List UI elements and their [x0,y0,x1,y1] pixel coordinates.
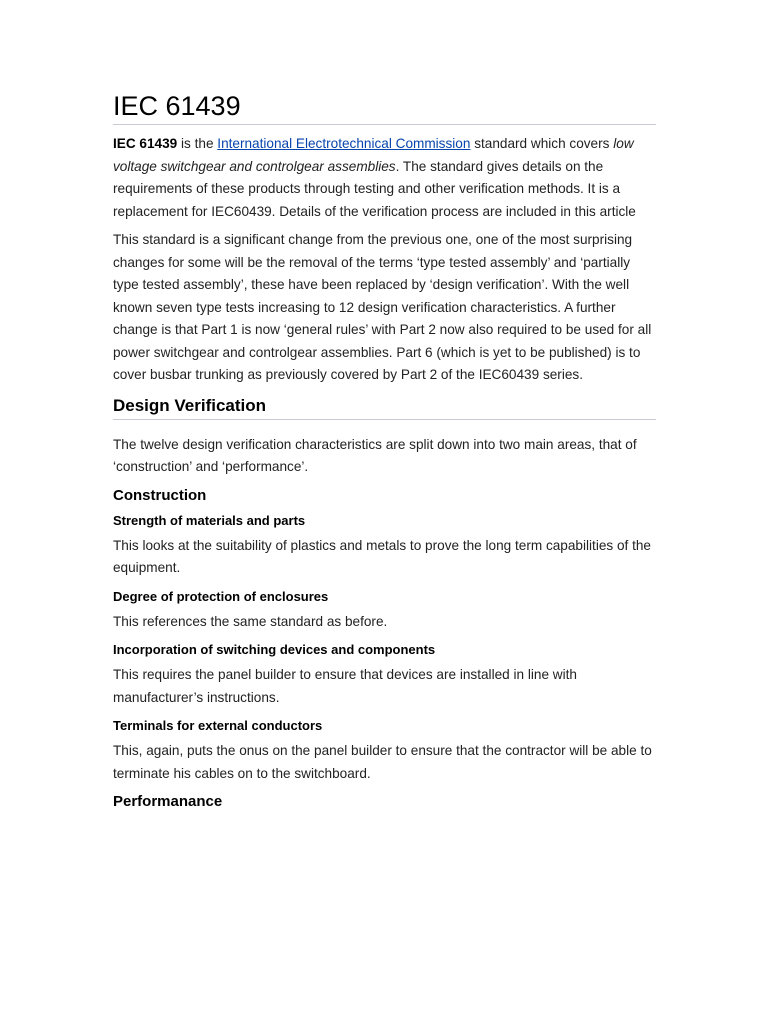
construction-heading: Construction [113,486,207,504]
intro-text-3: . The standard gives details on the requirements of these products through testing and other verification methods. It is a replacement for IEC60439. Details of the verification process are included in this article [113,158,636,219]
intro-text-1: is the [177,136,218,151]
subsection-heading-strength: Strength of materials and parts [113,512,306,528]
subsection-heading-terminals: Terminals for external conductors [113,718,323,733]
subsection-heading-protection: Degree of protection of enclosures [113,588,329,604]
design-verification-text: The twelve design verification characteristics are split down into two main areas, that of ‘construction’ and ‘performance’. [113,436,637,474]
design-verification-heading: Design Verification [113,393,656,420]
subsection-text-terminals: This, again, puts the onus on the panel builder to ensure that the contractor will be able to terminate his cables on to the switchboard. [113,743,652,781]
intro-italic: low voltage switchgear and controlgear assemblies [113,136,634,174]
performance-heading: Performanance [113,793,223,810]
page-title: IEC 61439 [113,88,656,125]
intro-text-2: standard which covers [470,136,614,151]
subsection-text-protection: This references the same standard as before. [113,613,388,629]
subsection-heading-switching: Incorporation of switching devices and components [113,642,436,657]
intro-paragraph [113,133,656,223]
intro-bold-term: IEC 61439 [113,136,178,151]
subsection-text-strength: This looks at the suitability of plastics and metals to prove the long term capabilities of the equipment. [113,537,651,575]
second-paragraph: This standard is a significant change from the previous one, one of the most surprising changes for some will be the removal of the terms ‘type tested assembly’ and ‘partially type tested assembly’, these have been replaced by ‘design verification’. With the well known seven type tests increasing to 12 design verification characteristics. A further change is that Part 1 is now ‘general rules’ with Part 2 now also required to be used for all power switchgear and controlgear assemblies. Part 6 (which is yet to be published) is to cover busbar trunking as previously covered by Part 2 of the IEC60439 series. [113,232,652,382]
subsection-text-switching: This requires the panel builder to ensure that devices are installed in line with manufacturer’s instructions. [113,667,577,705]
iec-link[interactable]: International Electrotechnical Commission [217,136,471,151]
article [113,88,656,816]
